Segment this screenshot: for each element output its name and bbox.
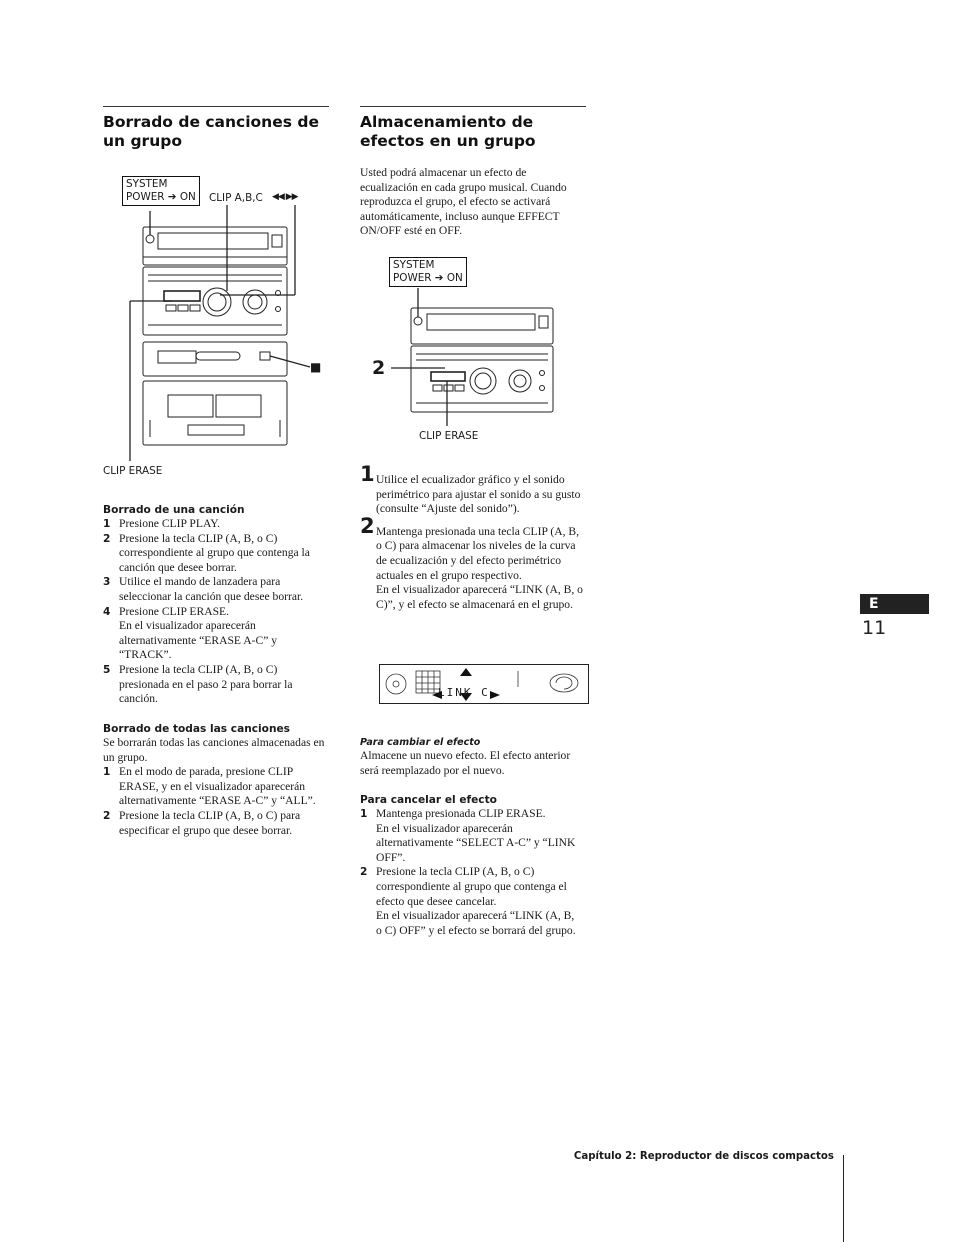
up-arrow-icon — [460, 668, 472, 676]
right-stereo-illustration — [385, 288, 565, 428]
footer-chapter: Capítulo 2: Reproductor de discos compactos — [573, 1151, 834, 1162]
right-system-power-label: SYSTEM POWER ➔ ON — [389, 257, 467, 287]
footer-rule — [843, 1155, 844, 1242]
right-title-line1: Almacenamiento de — [360, 113, 534, 131]
list-item: 2 Presione la tecla CLIP (A, B, o C) correspondiente al grupo que contenga el efecto que desee cancelar. En el visualizador aparecerá “LINK (A, B, o C) OFF” y el efecto se borrará del grupo. — [360, 865, 576, 937]
volume-knob — [243, 290, 267, 314]
cancel-effect-heading: Para cancelar el efecto — [360, 794, 497, 806]
list-item: 2 Presione la tecla CLIP (A, B, o C) para especificar el grupo que desee borrar. — [103, 808, 301, 837]
store-steps — [360, 462, 586, 620]
right-top-rule — [360, 106, 586, 107]
right-section-title — [360, 113, 590, 151]
power-button — [146, 235, 154, 243]
list-item: 3 Utilice el mando de lanzadera para seleccionar la canción que desee borrar. — [103, 575, 304, 603]
stop-icon: ■ — [310, 360, 322, 374]
change-effect-heading: Para cambiar el efecto — [360, 737, 481, 748]
list-item: 2 Mantenga presionada una tecla CLIP (A, B, o C) para almacenar los niveles de la curva de ecualización y del efecto perimétrico actuales en el grupo respectivo. En el visualizador aparecerá “LINK (A, B, o C)”, y el efecto se almacenará en el grupo. — [360, 513, 583, 611]
left-stereo-illustration — [100, 205, 330, 461]
left-title-line1: Borrado de canciones de — [103, 113, 319, 131]
clip-buttons — [164, 291, 200, 301]
change-effect-text: Almacene un nuevo efecto. El efecto anterior será reemplazado por el nuevo. — [360, 749, 571, 777]
list-item: 1 En el modo de parada, presione CLIP ERASE, y en el visualizador aparecerán alternativamente “ERASE A-C” y “ALL”. — [103, 765, 316, 808]
change-effect-section — [360, 736, 586, 778]
list-item: 5 Presione la tecla CLIP (A, B, o C) presionada en el paso 2 para borrar la canción. — [103, 662, 293, 706]
list-item: 1 Mantenga presionada CLIP ERASE. En el visualizador aparecerán alternativamente “SELECT A-C” y “LINK OFF”. — [360, 807, 576, 864]
list-item: 2 Presione la tecla CLIP (A, B, o C) correspondiente al grupo que contenga la canción que desee borrar. — [103, 531, 310, 574]
lcd-display — [379, 664, 589, 704]
page-number: 11 — [862, 617, 887, 639]
tuner-display — [427, 314, 535, 330]
list-item: 1 Utilice el ecualizador gráfico y el sonido perimétrico para ajustar el sonido a su gusto (consulte “Ajuste del sonido”). — [360, 462, 581, 516]
clip-abc-label: CLIP A,B,C — [209, 192, 263, 204]
skip-icons: ◀◀ ▶▶ — [272, 192, 298, 202]
shuttle-knob — [203, 288, 231, 316]
left-clip-erase-label: CLIP ERASE — [103, 465, 163, 477]
tuner-unit — [411, 308, 553, 344]
power-button — [414, 317, 422, 325]
delete-all-heading: Borrado de todas las canciones — [103, 723, 290, 735]
step-2-marker: 2 — [372, 357, 386, 379]
delete-one-heading: Borrado de una canción — [103, 504, 245, 516]
left-top-rule — [103, 106, 329, 107]
right-clip-erase-label: CLIP ERASE — [419, 430, 479, 442]
amp-unit — [411, 346, 553, 412]
cancel-effect-section — [360, 793, 582, 938]
delete-all-intro: Se borrarán todas las canciones almacenadas en un grupo. — [103, 736, 325, 764]
lcd-link-text: LINK C — [438, 686, 490, 699]
delete-all-section — [103, 722, 326, 838]
left-title-line2: un grupo — [103, 132, 182, 150]
right-arrow-icon — [490, 691, 500, 699]
left-section-title — [103, 113, 333, 151]
language-tab: E — [860, 594, 929, 614]
clip-buttons — [431, 372, 465, 381]
left-system-power-label: SYSTEM POWER ➔ ON — [122, 176, 200, 206]
tuner-display — [158, 233, 268, 249]
list-item: 4 Presione CLIP ERASE. En el visualizador aparecerán alternativamente “ERASE A-C” y “TRACK”. — [103, 604, 278, 662]
delete-one-section — [103, 503, 326, 707]
disc-icon — [386, 674, 406, 694]
right-intro: Usted podrá almacenar un efecto de ecualización en cada grupo musical. Cuando reproduzca el grupo, el efecto se activará automáticamente, incluso aunque EFFECT ON/OFF esté en OFF. — [360, 166, 567, 238]
cd-unit — [143, 342, 287, 376]
right-title-line2: efectos en un grupo — [360, 132, 536, 150]
list-item: 1 Presione CLIP PLAY. — [103, 517, 221, 530]
